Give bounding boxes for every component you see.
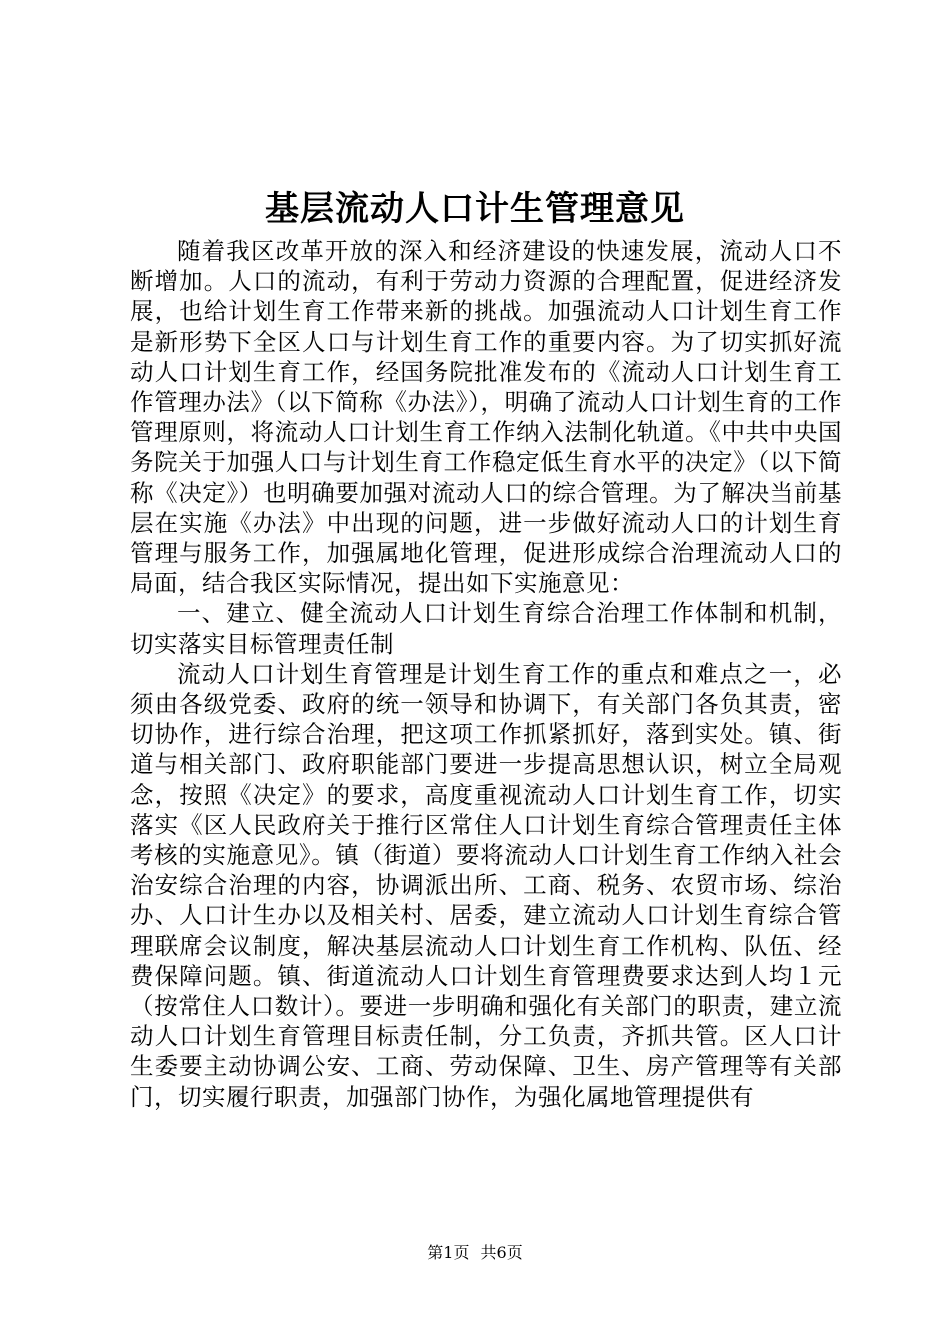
page-footer bbox=[0, 1243, 950, 1263]
page-number-total: 共6页 bbox=[480, 1243, 523, 1262]
document-body bbox=[130, 236, 842, 1112]
paragraph-intro: 随着我区改革开放的深入和经济建设的快速发展，流动人口不断增加。人口的流动，有利于劳动力资源的合理配置，促进经济发展，也给计划生育工作带来新的挑战。加强流动人口计划生育工作是新形势下全区人口与计划生育工作的重要内容。为了切实抓好流动人口计划生育工作，经国务院批准发布的《流动人口计划生育工作管理办法》（以下简称《办法》），明确了流动人口计划生育的工作管理原则，将流动人口计划生育工作纳入法制化轨道。《中共中央国务院关于加强人口与计划生育工作稳定低生育水平的决定》（以下简称《决定》）也明确要加强对流动人口的综合管理。为了解决当前基层在实施《办法》中出现的问题，进一步做好流动人口的计划生育管理与服务工作，加强属地化管理，促进形成综合治理流动人口的局面，结合我区实际情况，提出如下实施意见： bbox=[130, 237, 842, 598]
page-number-current: 第1页 bbox=[427, 1243, 470, 1262]
paragraph-section-body-1: 流动人口计划生育管理是计划生育工作的重点和难点之一，必须由各级党委、政府的统一领导和协调下，有关部门各负其责，密切协作，进行综合治理，把这项工作抓紧抓好，落到实处。镇、街道与相关部门、政府职能部门要进一步提高思想认识，树立全局观念，按照《决定》的要求，高度重视流动人口计划生育工作，切实落实《区人民政府关于推行区常住人口计划生育综合管理责任主体考核的实施意见》。镇（街道）要将流动人口计划生育工作纳入社会治安综合治理的内容，协调派出所、工商、税务、农贸市场、综治办、人口计生办以及相关村、居委，建立流动人口计划生育综合管理联席会议制度，解决基层流动人口计划生育工作机构、队伍、经费保障问题。镇、街道流动人口计划生育管理费要求达到人均１元（按常住人口数计）。要进一步明确和强化有关部门的职责，建立流动人口计划生育管理目标责任制，分工负责，齐抓共管。区人口计生委要主动协调公安、工商、劳动保障、卫生、房产管理等有关部门，切实履行职责，加强部门协作，为强化属地管理提供有 bbox=[130, 659, 842, 1111]
paragraph-section-heading-1: 一、建立、健全流动人口计划生育综合治理工作体制和机制，切实落实目标管理责任制 bbox=[130, 599, 842, 658]
document-title: 基层流动人口计生管理意见 bbox=[265, 189, 685, 229]
